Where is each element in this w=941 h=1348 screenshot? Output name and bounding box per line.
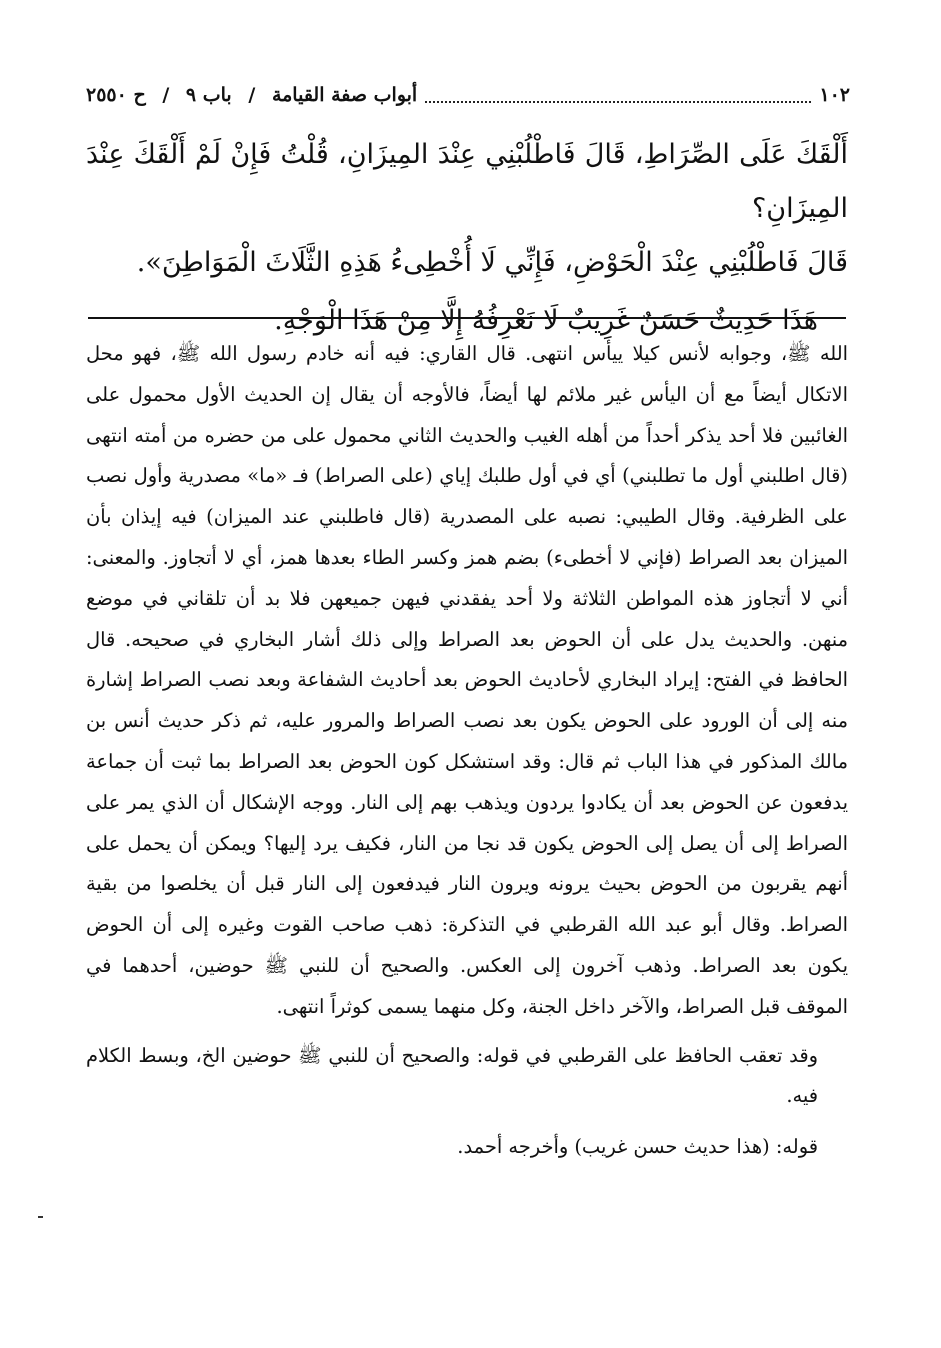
header-dot-leader — [425, 87, 811, 103]
hadith-verdict: هَذَا حَدِيثٌ حَسَنٌ غَرِيبٌ لَا نَعْرِفُهُ إِلَّا مِنْ هَذَا الْوَجْهِ. — [274, 305, 818, 336]
header-title — [86, 84, 417, 106]
hadith-text — [86, 128, 848, 348]
header-separator: / — [248, 84, 256, 106]
commentary-paragraph-2: وقد تعقب الحافظ على القرطبي في قوله: والصحيح أن للنبي ﷺ حوضين الخ، وبسط الكلام فيه. — [86, 1043, 818, 1108]
scan-mark — [38, 1216, 43, 1218]
hadith-line-1: أَلْقَكَ عَلَى الصِّرَاطِ، قَالَ فَاطْلُبْنِي عِنْدَ المِيزَانِ، قُلْتُ فَإِنْ لَمْ أَلْقَكَ عِنْدَ المِيزَانِ؟ — [86, 139, 848, 224]
page-number: ١٠٢ — [819, 84, 850, 106]
hadith-ref: ح ٢٥٥٠ — [86, 84, 146, 106]
chapter-title: أبواب صفة القيامة — [271, 84, 418, 106]
commentary-section — [86, 334, 848, 1168]
running-header — [86, 78, 850, 112]
chapter-ref: باب ٩ — [185, 84, 232, 106]
commentary-paragraph-3: قوله: (هذا حديث حسن غريب) وأخرجه أحمد. — [457, 1135, 818, 1159]
header-separator: / — [162, 84, 170, 106]
commentary-paragraph-1: الله ﷺ، وجوابه لأنس كيلا ييأس انتهى. قال القاري: فيه أنه خادم رسول الله ﷺ، فهو محل الاتكال أيضاً مع أن اليأس غير ملائم لها أيضاً، فالأوجه أن يقال إن الحديث الأول محمول على الغائبين فلا أحد يذكر أحداً من أهله الغيب والحديث الثاني محمول على من حضره من أمته انتهى (قال اطلبني أول ما تطلبني) أي في أول طلبك إياي (على الصراط) فـ «ما» مصدرية وأول نصب على الظرفية. وقال الطيبي: نصبه على المصدرية (قال فاطلبني عند الميزان) فيه إيذان بأن الميزان بعد الصراط (فإني لا أخطىء) بضم همز وكسر الطاء بعدها همز، أي لا أتجاوز. والمعنى: أني لا أتجاوز هذه المواطن الثلاثة ولا أحد يفقدني فيهن جميعهن فلا بد أن تلقاني في موضع منهن. والحديث يدل على أن الحوض بعد الصراط وإلى ذلك أشار البخاري في صحيحه. قال الحافظ في الفتح: إيراد البخاري لأحاديث الحوض بعد أحاديث الشفاعة وبعد نصب الصراط إشارة منه إلى أن الورود على الحوض يكون بعد نصب الصراط والمرور عليه، ثم ذكر حديث أنس بن مالك المذكور في هذا الباب ثم قال: وقد استشكل كون الحوض بعد الصراط بما ثبت أن جماعة يدفعون عن الحوض بعد أن يكادوا يردون ويذهب بهم إلى النار. ووجه الإشكال أن الذي يمر على الصراط إلى أن يصل إلى الحوض يكون قد نجا من النار، فكيف يرد إليها؟ ويمكن أن يحمل على أنهم يقربون من الحوض بحيث يرونه ويرون النار فيدفعون إلى النار قبل أن يخلصوا من بقية الصراط. وقال أبو عبد الله القرطبي في التذكرة: ذهب صاحب القوت وغيره إلى أن الحوض يكون بعد الصراط. وذهب آخرون إلى العكس. والصحيح أن للنبي ﷺ حوضين، أحدهما في الموقف قبل الصراط، والآخر داخل الجنة، وكل منهما يسمى كوثراً انتهى. — [86, 342, 848, 1018]
footnote-divider — [88, 317, 846, 319]
hadith-line-2: قَالَ فَاطْلُبْنِي عِنْدَ الْحَوْضِ، فَإِنِّي لَا أُخْطِىءُ هَذِهِ الثَّلَاثَ الْمَوَاطِنَ». — [136, 247, 848, 278]
